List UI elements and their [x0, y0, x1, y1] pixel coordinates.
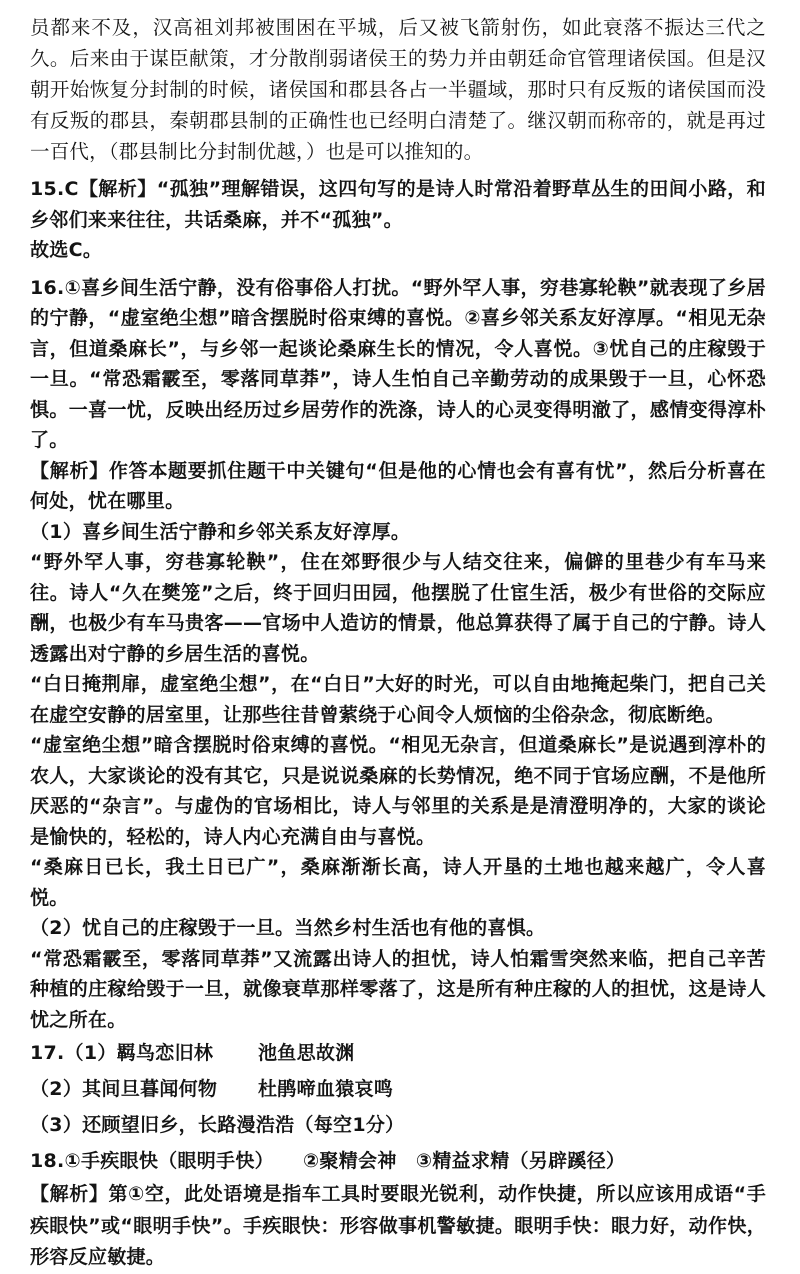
q15-answer-analysis: 15.C【解析】“孤独”理解错误，这四句写的是诗人时常沿着野草丛生的田间小路，和乡邻们来来往往，共话桑麻，并不“孤独”。	[30, 178, 766, 231]
q18-answer: 18.①手疾眼快（眼明手快） ②聚精会神 ③精益求精（另辟蹊径）	[30, 1150, 626, 1172]
q16-point1-detail-1: “野外罕人事，穷巷寡轮鞅”，住在郊野很少与人结交往来，偏僻的里巷少有车马来往。诗人“久在樊笼”之后，终于回归田园，他摆脱了仕宦生活，极少有世俗的交际应酬，也极少有车马贵客——官场中人造访的情景，他总算获得了属于自己的宁静。诗人透露出对宁静的乡居生活的喜悦。	[30, 551, 766, 665]
q16-point2: （2）忧自己的庄稼毁于一旦。当然乡村生活也有他的喜惧。	[30, 917, 546, 939]
q17-answer-line-1	[30, 1035, 766, 1071]
q17-answer-line-3: （3）还顾望旧乡，长路漫浩浩（每空1分）	[30, 1114, 405, 1136]
q16-point1-detail-4: “桑麻日已长，我土日已广”，桑麻渐渐长高，诗人开垦的土地也越来越广，令人喜悦。	[30, 856, 766, 909]
q17-answer-2-right: 杜鹃啼血猿哀鸣	[258, 1078, 394, 1100]
q16-point1-detail-3: “虚室绝尘想”暗含摆脱时俗束缚的喜悦。“相见无杂言，但道桑麻长”是说遇到淳朴的农人，大家谈论的没有其它，只是说说桑麻的长势情况，绝不同于官场应酬，不是他所厌恶的“杂言”。与虚伪的官场相比，诗人与邻里的关系是是清澄明净的，大家的谈论是愉快的，轻松的，诗人内心充满自由与喜悦。	[30, 734, 766, 848]
q16-point2-detail: “常恐霜霰至，零落同草莽”又流露出诗人的担忧，诗人怕霜雪突然来临，把自己辛苦种植的庄稼给毁于一旦，就像衰草那样零落了，这是所有种庄稼的人的担忧，这是诗人忧之所在。	[30, 947, 766, 1031]
q17-answer-2-left: （2）其间旦暮闻何物	[30, 1078, 218, 1100]
q17-answer-1-left: 17.（1）羁鸟恋旧林	[30, 1042, 214, 1064]
translation-paragraph: 员都来不及，汉高祖刘邦被围困在平城，后又被飞箭射伤，如此衰落不振达三代之久。后来由于谋臣献策，才分散削弱诸侯王的势力并由朝廷命官管理诸侯国。但是汉朝开始恢复分封制的时候，诸侯国和郡县各占一半疆域，那时只有反叛的诸侯国而没有反叛的郡县，秦朝郡县制的正确性也已经明白清楚了。继汉朝而称帝的，就是再过一百代，（郡县制比分封制优越，）也是可以推知的。	[30, 16, 766, 163]
q17-answer-line-2	[30, 1071, 766, 1107]
q15-conclusion: 故选C。	[30, 239, 103, 261]
q16-point1: （1）喜乡间生活宁静和乡邻关系友好淳厚。	[30, 520, 411, 543]
q18-analysis: 【解析】第①空，此处语境是指车工具时要眼光锐利，动作快捷，所以应该用成语“手疾眼快”或“眼明手快”。手疾眼快：形容做事机警敏捷。眼明手快：眼力好，动作快，形容反应敏捷。	[30, 1183, 766, 1268]
q16-analysis-intro: 【解析】作答本题要抓住题干中关键句“但是他的心情也会有喜有忧”，然后分析喜在何处，忧在哪里。	[30, 459, 766, 512]
q17-answer-1-right: 池鱼思故渊	[258, 1042, 355, 1064]
q16-answer: 16.①喜乡间生活宁静，没有俗事俗人打扰。“野外罕人事，穷巷寡轮鞅”就表现了乡居的宁静，“虚室绝尘想”暗含摆脱时俗束缚的喜悦。②喜乡邻关系友好淳厚。“相见无杂言，但道桑麻长”，与乡邻一起谈论桑麻生长的情况，令人喜悦。③忧自己的庄稼毁于一旦。“常恐霜霰至，零落同草莽”，诗人生怕自己辛勤劳动的成果毁于一旦，心怀恐惧。一喜一忧，反映出经历过乡居劳作的洗涤，诗人的心灵变得明澈了，感情变得淳朴了。	[30, 276, 766, 451]
q16-point1-detail-2: “白日掩荆扉，虚室绝尘想”，在“白日”大好的时光，可以自由地掩起柴门，把自己关在虚空安静的居室里，让那些往昔曾萦绕于心间令人烦恼的尘俗杂念，彻底断绝。	[30, 673, 766, 726]
